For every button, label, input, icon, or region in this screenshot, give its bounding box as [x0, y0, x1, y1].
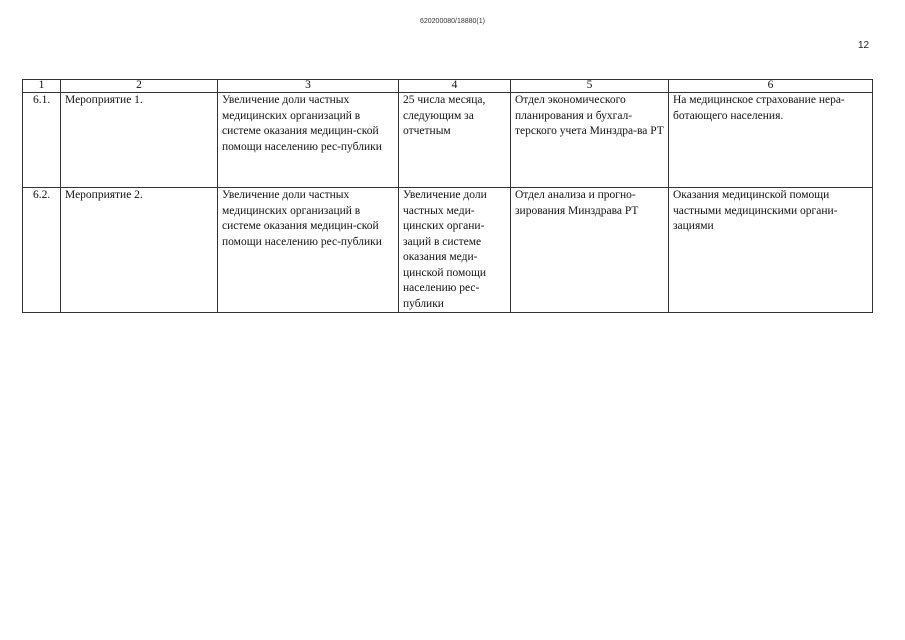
responsible-cell: Отдел анализа и прогно-зирования Минздрава РТ	[511, 188, 669, 313]
table-row	[23, 93, 873, 188]
deadline-cell: 25 числа месяца, следующим за отчетным	[399, 93, 511, 188]
column-header: 3	[218, 80, 399, 93]
column-header: 2	[61, 80, 218, 93]
result-cell: На медицинское страхование нера-ботающего населения.	[669, 93, 873, 188]
table-row	[23, 188, 873, 313]
event-cell: Мероприятие 1.	[61, 93, 218, 188]
column-header: 1	[23, 80, 61, 93]
event-cell: Мероприятие 2.	[61, 188, 218, 313]
indicator-cell: Увеличение доли частных медицинских организаций в системе оказания медицин-ской помощи населению рес-публики	[218, 188, 399, 313]
deadline-cell: Увеличение доли частных меди-цинских органи-заций в системе оказания меди-цинской помощи населению рес-публики	[399, 188, 511, 313]
events-table	[22, 79, 873, 313]
document-id: 620200080/18880(1)	[419, 18, 485, 25]
column-header: 6	[669, 80, 873, 93]
column-header: 5	[511, 80, 669, 93]
result-cell: Оказания медицинской помощи частными медицинскими органи-зациями	[669, 188, 873, 313]
row-number: 6.2.	[23, 188, 61, 313]
indicator-cell: Увеличение доли частных медицинских организаций в системе оказания медицин-ской помощи населению рес-публики	[218, 93, 399, 188]
responsible-cell: Отдел экономического планирования и бухгал-терского учета Минздра-ва РТ	[511, 93, 669, 188]
row-number: 6.1.	[23, 93, 61, 188]
table-header-row	[23, 80, 873, 93]
page-number: 12	[858, 40, 870, 51]
column-header: 4	[399, 80, 511, 93]
